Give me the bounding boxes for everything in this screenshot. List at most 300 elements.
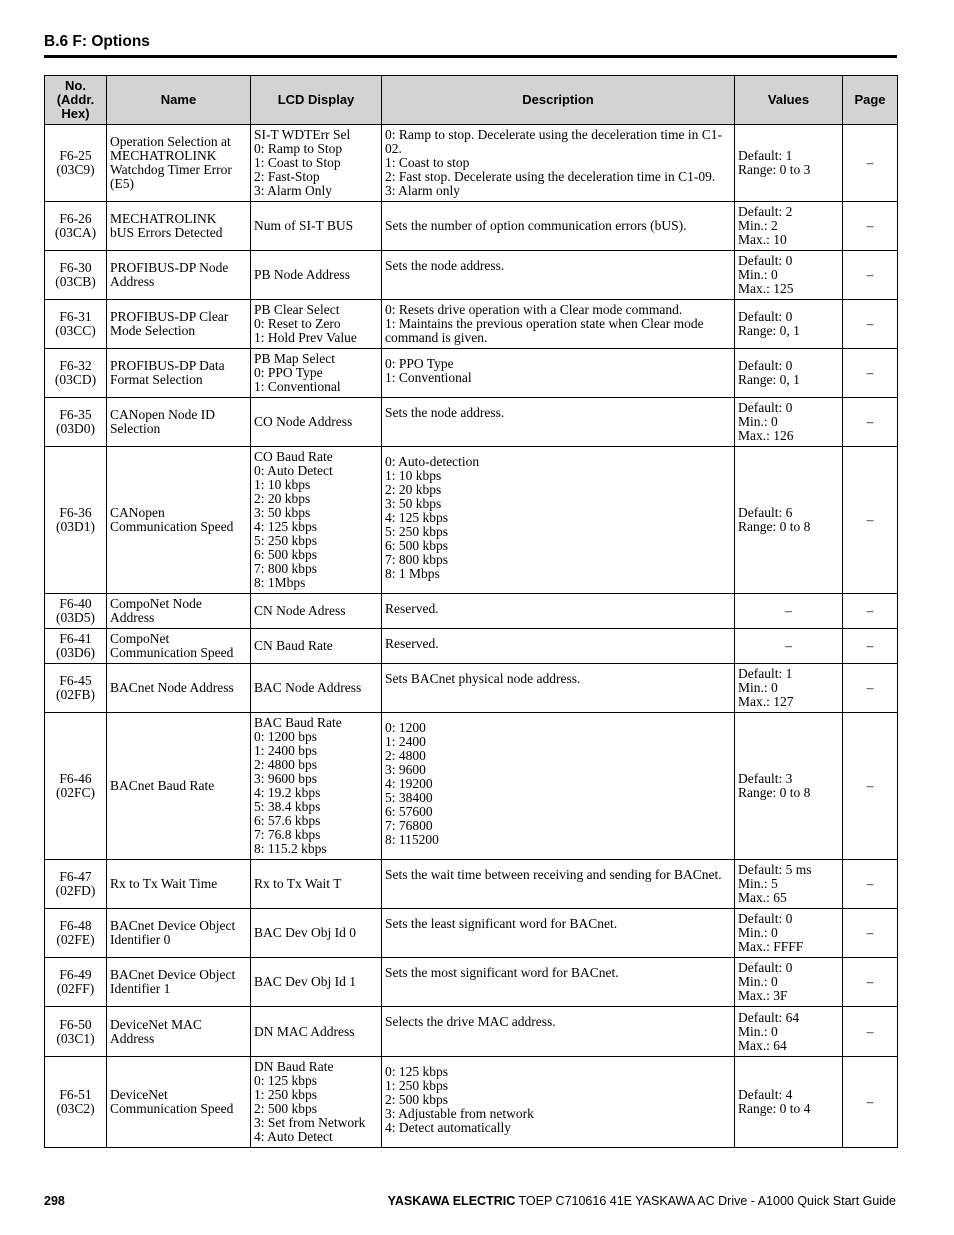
description-cell-line: 3: 50 kbps [385,496,442,511]
page-cell: – [843,664,898,713]
values-cell-line: Range: 0, 1 [738,323,800,338]
table-row [45,349,898,398]
lcd-display-cell-line: 0: PPO Type [254,365,323,380]
values-cell-line: Default: 0 [738,911,793,926]
lcd-display-cell-line: 1: 10 kbps [254,477,311,492]
param-number-cell-line: F6-26 [59,211,92,226]
values-cell [735,202,843,251]
description-cell-line: 8: 1 Mbps [385,566,440,581]
lcd-display-cell [251,958,382,1007]
lcd-display-cell-line: 0: 1200 bps [254,729,318,744]
description-cell [382,713,735,860]
lcd-display-cell-line: PB Node Address [254,267,351,282]
lcd-display-cell-line: BAC Dev Obj Id 0 [254,925,356,940]
param-number-cell-line: (03C2) [56,1101,95,1116]
description-cell [382,1057,735,1148]
table-row [45,629,898,664]
param-name-cell-line: PROFIBUS-DP Node [110,260,229,275]
footer-doc-title: TOEP C710616 41E YASKAWA AC Drive - A1000 Quick Start Guide [515,1194,896,1208]
description-cell-line: 7: 800 kbps [385,552,449,567]
page-cell: – [843,125,898,202]
description-cell-line: 2: 500 kbps [385,1092,449,1107]
param-number-cell [45,300,107,349]
header-lcd-display: LCD Display [251,76,382,125]
description-cell-line: Reserved. [385,636,439,651]
values-cell-line: Default: 1 [738,666,793,681]
description-cell-line: Selects the drive MAC address. [385,1014,556,1029]
parameter-table [44,75,898,1148]
param-name-cell-line: CompoNet [110,631,170,646]
description-cell-line: 6: 57600 [385,804,433,819]
description-cell-line: 1: 10 kbps [385,468,442,483]
param-name-cell-line: DeviceNet MAC [110,1016,202,1032]
param-name-cell [107,1057,251,1148]
lcd-display-cell-line: 0: Reset to Zero [254,316,341,331]
lcd-display-cell-line: 1: 2400 bps [254,743,318,758]
table-row [45,300,898,349]
values-cell-line: Max.: 127 [738,694,794,709]
values-cell-line: Range: 0 to 8 [738,519,811,534]
values-cell-line: – [785,603,792,618]
page-cell: – [843,958,898,1007]
page-cell: – [843,629,898,664]
lcd-display-cell [251,594,382,629]
table-row [45,447,898,594]
description-cell-line: Sets the most significant word for BACnet. [385,965,619,980]
lcd-display-cell-line: PB Clear Select [254,302,340,317]
description-cell [382,909,735,958]
param-name-cell [107,447,251,594]
lcd-display-cell-line: 8: 1Mbps [254,575,306,590]
lcd-display-cell [251,251,382,300]
values-cell-line: Min.: 0 [738,925,778,940]
page-cell: – [843,1057,898,1148]
values-cell-line: Range: 0 to 8 [738,785,811,800]
param-name-cell-line: CANopen [110,505,165,520]
param-name-cell-line: Selection [110,421,161,436]
param-number-cell-line: F6-46 [59,771,92,786]
param-name-cell-line: CompoNet Node [110,596,202,611]
header-no [45,76,107,125]
header-values: Values [735,76,843,125]
lcd-display-cell-line: CO Baud Rate [254,449,333,464]
table-row [45,398,898,447]
description-cell-line: 3: Alarm only [385,183,460,198]
param-number-cell-line: F6-25 [59,148,92,163]
lcd-display-cell-line: 5: 250 kbps [254,533,318,548]
param-number-cell [45,958,107,1007]
param-name-cell-line: BACnet Baud Rate [110,778,215,793]
param-name-cell-line: Communication Speed [110,1101,234,1116]
page-cell: – [843,1007,898,1057]
param-number-cell-line: (02FD) [55,883,96,898]
page-cell: – [843,398,898,447]
lcd-display-cell [251,447,382,594]
page-cell: – [843,594,898,629]
lcd-display-cell [251,349,382,398]
lcd-display-cell [251,300,382,349]
values-cell-line: Range: 0, 1 [738,372,800,387]
lcd-display-cell [251,909,382,958]
lcd-display-cell-line: 6: 57.6 kbps [254,813,321,828]
param-name-cell-line: Address [110,1030,155,1046]
description-cell [382,447,735,594]
param-name-cell-line: bUS Errors Detected [110,225,223,240]
description-cell-line: Sets the least significant word for BACnet. [385,916,618,931]
param-name-cell [107,713,251,860]
lcd-display-cell-line: PB Map Select [254,351,335,366]
param-number-cell-line: F6-40 [59,596,92,611]
description-cell-line: 1: 250 kbps [385,1078,449,1093]
param-number-cell [45,349,107,398]
description-cell-line: 2: 20 kbps [385,482,442,497]
lcd-display-cell-line: SI-T WDTErr Sel [254,127,351,142]
description-cell [382,251,735,300]
param-name-cell [107,629,251,664]
param-number-cell-line: F6-32 [59,358,92,373]
description-cell-line: 2: Fast stop. Decelerate using the deceleration time in C1-09. [385,169,716,184]
description-cell-line: Sets the number of option communication errors (bUS). [385,218,687,233]
param-name-cell-line: Format Selection [110,372,203,387]
param-number-cell-line: (03C1) [56,1030,95,1046]
param-number-cell-line: (02FB) [55,687,95,702]
param-name-cell-line: BACnet Device Object [110,918,236,933]
param-name-cell-line: MECHATROLINK [110,148,217,163]
table-row [45,251,898,300]
param-number-cell [45,202,107,251]
param-number-cell-line: F6-30 [59,260,92,275]
values-cell [735,909,843,958]
table-row [45,713,898,860]
param-name-cell-line: PROFIBUS-DP Data [110,358,225,373]
values-cell-line: Default: 5 ms [738,862,812,877]
description-cell-line: 2: 4800 [385,748,426,763]
param-name-cell [107,664,251,713]
lcd-display-cell [251,664,382,713]
param-number-cell-line: (02FE) [56,932,95,947]
param-name-cell [107,860,251,909]
param-name-cell [107,300,251,349]
values-cell-line: Max.: 3F [738,988,788,1003]
values-cell [735,398,843,447]
description-cell-line: 4: Detect automatically [385,1120,511,1135]
description-cell-line: 3: 9600 [385,762,426,777]
param-number-cell [45,251,107,300]
lcd-display-cell-line: 3: Alarm Only [254,183,332,198]
header-rule [44,55,897,58]
values-cell-line: Min.: 0 [738,414,778,429]
description-cell-line: Sets the node address. [385,405,505,420]
table-row [45,202,898,251]
description-cell [382,398,735,447]
lcd-display-cell-line: 0: 125 kbps [254,1073,318,1088]
lcd-display-cell [251,398,382,447]
values-cell-line: – [785,638,792,653]
values-cell-line: Max.: 65 [738,890,787,905]
lcd-display-cell [251,1057,382,1148]
values-cell-line: Min.: 5 [738,876,778,891]
lcd-display-cell-line: 1: Hold Prev Value [254,330,357,345]
lcd-display-cell-line: BAC Dev Obj Id 1 [254,974,356,989]
description-cell-line: 1: Maintains the previous operation state when Clear mode command is given. [385,316,704,345]
values-cell-line: Range: 0 to 4 [738,1101,811,1116]
lcd-display-cell-line: 1: Conventional [254,379,341,394]
lcd-display-cell-line: 6: 500 kbps [254,547,318,562]
lcd-display-cell-line: 2: Fast-Stop [254,169,320,184]
description-cell [382,860,735,909]
values-cell-line: Default: 0 [738,400,793,415]
param-name-cell-line: (E5) [110,176,134,191]
description-cell-line: Sets BACnet physical node address. [385,671,581,686]
lcd-display-cell [251,202,382,251]
values-cell-line: Max.: 125 [738,281,794,296]
param-number-cell-line: (02FC) [55,785,95,800]
lcd-display-cell-line: 2: 500 kbps [254,1101,318,1116]
lcd-display-cell-line: 2: 20 kbps [254,491,311,506]
values-cell-line: Min.: 0 [738,974,778,989]
description-cell-line: 0: PPO Type [385,356,454,371]
description-cell [382,300,735,349]
table-row [45,125,898,202]
page-cell: – [843,300,898,349]
param-number-cell [45,398,107,447]
param-name-cell-line: Address [110,274,155,289]
values-cell [735,300,843,349]
lcd-display-cell [251,1007,382,1057]
table-row [45,1007,898,1057]
lcd-display-cell-line: 4: 125 kbps [254,519,318,534]
param-number-cell [45,713,107,860]
param-number-cell [45,860,107,909]
description-cell [382,958,735,1007]
page-cell: – [843,713,898,860]
param-name-cell [107,1007,251,1057]
values-cell-line: Default: 0 [738,358,793,373]
param-name-cell [107,251,251,300]
param-number-cell [45,629,107,664]
values-cell [735,1007,843,1057]
table-row [45,1057,898,1148]
description-cell-line: Sets the node address. [385,258,505,273]
description-cell-line: 0: 1200 [385,720,426,735]
lcd-display-cell-line: CO Node Address [254,414,353,429]
table-row [45,958,898,1007]
values-cell-line: Range: 0 to 3 [738,162,811,177]
lcd-display-cell-line: 4: Auto Detect [254,1129,333,1144]
table-row [45,860,898,909]
page-cell: – [843,909,898,958]
param-name-cell-line: Operation Selection at [110,134,231,149]
lcd-display-cell-line: 4: 19.2 kbps [254,785,321,800]
footer-brand: YASKAWA ELECTRIC [387,1194,516,1208]
param-number-cell-line: F6-51 [59,1087,92,1102]
description-cell-line: 6: 500 kbps [385,538,449,553]
param-number-cell [45,664,107,713]
lcd-display-cell [251,125,382,202]
values-cell-line: Default: 3 [738,771,793,786]
param-number-cell-line: (02FF) [56,981,95,996]
header-no-line: Hex) [61,106,90,121]
table-body [45,125,898,1148]
lcd-display-cell-line: 3: 9600 bps [254,771,318,786]
lcd-display-cell-line: 1: 250 kbps [254,1087,318,1102]
param-name-cell-line: DeviceNet [110,1087,168,1102]
page-cell: – [843,349,898,398]
description-cell-line: 0: Auto-detection [385,454,480,469]
page-cell: – [843,251,898,300]
values-cell-line: Max.: 126 [738,428,794,443]
lcd-display-cell-line: 1: Coast to Stop [254,155,341,170]
description-cell [382,202,735,251]
param-number-cell [45,1057,107,1148]
values-cell-line: Default: 1 [738,148,793,163]
description-cell-line: Sets the wait time between receiving and sending for BACnet. [385,867,722,882]
lcd-display-cell [251,629,382,664]
param-number-cell-line: F6-31 [59,309,92,324]
param-number-cell-line: (03C9) [56,162,95,177]
param-number-cell [45,125,107,202]
values-cell-line: Min.: 0 [738,680,778,695]
param-number-cell-line: F6-48 [59,918,92,933]
param-number-cell-line: F6-50 [59,1016,92,1032]
values-cell [735,1057,843,1148]
page-number: 298 [44,1194,65,1208]
description-cell-line: 8: 115200 [385,832,439,847]
header-no-line: (Addr. [56,92,95,107]
values-cell-line: Min.: 2 [738,218,778,233]
values-cell-line: Min.: 0 [738,1023,778,1039]
param-name-cell-line: BACnet Node Address [110,680,234,695]
lcd-display-cell-line: Rx to Tx Wait T [254,876,342,891]
param-name-cell-line: Communication Speed [110,645,234,660]
param-name-cell [107,202,251,251]
lcd-display-cell-line: DN Baud Rate [254,1059,334,1074]
values-cell-line: Default: 2 [738,204,793,219]
lcd-display-cell-line: Num of SI-T BUS [254,218,354,233]
values-cell [735,349,843,398]
lcd-display-cell-line: CN Baud Rate [254,638,333,653]
param-name-cell [107,125,251,202]
param-number-cell [45,1007,107,1057]
values-cell-line: Default: 4 [738,1087,793,1102]
param-name-cell-line: Rx to Tx Wait Time [110,876,218,891]
param-name-cell-line: MECHATROLINK [110,211,217,226]
lcd-display-cell-line: BAC Baud Rate [254,715,342,730]
lcd-display-cell-line: 7: 76.8 kbps [254,827,321,842]
table-header-row [45,76,898,125]
lcd-display-cell-line: 8: 115.2 kbps [254,841,327,856]
values-cell-line: Max.: 64 [738,1037,787,1053]
values-cell [735,447,843,594]
description-cell-line: 1: Conventional [385,370,472,385]
param-name-cell-line: Identifier 1 [110,981,171,996]
values-cell [735,629,843,664]
param-number-cell-line: F6-36 [59,505,92,520]
values-cell-line: Default: 64 [738,1009,800,1025]
page-cell: – [843,202,898,251]
values-cell-line: Min.: 0 [738,267,778,282]
description-cell-line: 4: 19200 [385,776,433,791]
description-cell-line: 1: Coast to stop [385,155,470,170]
param-number-cell-line: F6-41 [59,631,92,646]
param-number-cell-line: (03D5) [56,610,95,625]
param-number-cell-line: (03D6) [56,645,95,660]
values-cell [735,594,843,629]
description-cell-line: 0: Ramp to stop. Decelerate using the deceleration time in C1-02. [385,127,723,156]
header-no-line: No. [65,78,86,93]
param-number-cell-line: (03CB) [55,274,96,289]
section-title: B.6 F: Options [44,33,150,50]
values-cell [735,251,843,300]
values-cell-line: Max.: FFFF [738,939,804,954]
page-cell: – [843,860,898,909]
description-cell-line: 5: 38400 [385,790,433,805]
description-cell-line: 0: 125 kbps [385,1064,449,1079]
param-number-cell-line: (03D1) [56,519,95,534]
lcd-display-cell-line: 0: Auto Detect [254,463,333,478]
param-name-cell-line: Address [110,610,155,625]
param-name-cell-line: Mode Selection [110,323,196,338]
param-number-cell-line: (03CC) [55,323,96,338]
param-number-cell [45,447,107,594]
param-name-cell-line: Communication Speed [110,519,234,534]
param-name-cell-line: PROFIBUS-DP Clear [110,309,229,324]
table-row [45,909,898,958]
description-cell-line: 4: 125 kbps [385,510,449,525]
lcd-display-cell-line: BAC Node Address [254,680,362,695]
lcd-display-cell [251,860,382,909]
description-cell [382,664,735,713]
values-cell-line: Default: 0 [738,960,793,975]
description-cell [382,349,735,398]
description-cell [382,594,735,629]
header-page: Page [843,76,898,125]
values-cell [735,860,843,909]
values-cell [735,125,843,202]
values-cell [735,958,843,1007]
lcd-display-cell-line: 0: Ramp to Stop [254,141,343,156]
lcd-display-cell-line: 2: 4800 bps [254,757,318,772]
param-number-cell [45,909,107,958]
values-cell-line: Default: 0 [738,253,793,268]
param-number-cell-line: F6-49 [59,967,92,982]
description-cell [382,629,735,664]
lcd-display-cell-line: DN MAC Address [254,1023,355,1039]
table-row [45,664,898,713]
description-cell-line: 0: Resets drive operation with a Clear mode command. [385,302,683,317]
lcd-display-cell-line: 3: 50 kbps [254,505,311,520]
values-cell [735,664,843,713]
description-cell-line: 1: 2400 [385,734,426,749]
description-cell-line: 3: Adjustable from network [385,1106,534,1121]
param-name-cell [107,349,251,398]
param-name-cell [107,909,251,958]
param-number-cell-line: (03CD) [54,372,97,387]
lcd-display-cell [251,713,382,860]
description-cell-line: Reserved. [385,601,439,616]
values-cell [735,713,843,860]
description-cell [382,1007,735,1057]
param-number-cell-line: (03D0) [56,421,95,436]
values-cell-line: Max.: 10 [738,232,787,247]
description-cell-line: 5: 250 kbps [385,524,449,539]
lcd-display-cell-line: CN Node Adress [254,603,346,618]
param-number-cell-line: F6-35 [59,407,92,422]
description-cell [382,125,735,202]
param-name-cell [107,594,251,629]
param-name-cell [107,958,251,1007]
param-number-cell-line: (03CA) [54,225,97,240]
